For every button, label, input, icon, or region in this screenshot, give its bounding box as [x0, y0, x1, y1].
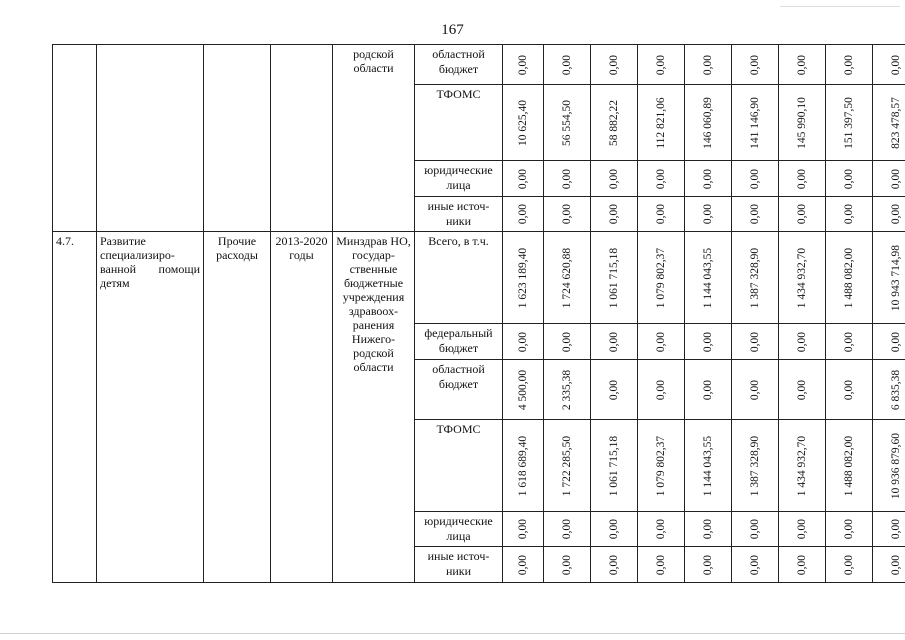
funding-source-cell: ТФОМС [415, 420, 503, 512]
funding-source-cell: областной бюджет [415, 360, 503, 420]
value-cell: 1 079 802,37 [655, 435, 667, 496]
value-cell: 1 061 715,18 [608, 247, 620, 308]
value-cell: 0,00 [517, 554, 529, 575]
value-cell: 0,00 [655, 203, 667, 225]
funding-source-cell: юридические лица [415, 161, 503, 197]
value-cell: 0,00 [796, 168, 808, 189]
value-cell: 1 079 802,37 [655, 247, 667, 308]
total-value-cell: 0,00 [890, 168, 902, 189]
value-cell: 0,00 [608, 168, 620, 189]
value-cell: 0,00 [517, 168, 529, 189]
total-value-cell: 823 478,57 [890, 96, 902, 149]
value-cell: 0,00 [608, 331, 620, 352]
value-cell: 1 618 689,40 [517, 435, 529, 496]
value-cell: 4 500,00 [517, 369, 529, 410]
total-value-cell: 0,00 [890, 518, 902, 540]
total-value-cell: 0,00 [890, 331, 902, 352]
expense-type-cell [204, 45, 271, 232]
value-cell: 10 625,40 [517, 99, 529, 146]
value-cell: 0,00 [702, 518, 714, 540]
value-cell: 0,00 [702, 54, 714, 75]
value-cell: 0,00 [561, 331, 573, 352]
value-cell: 0,00 [702, 331, 714, 352]
value-cell: 1 724 620,88 [561, 247, 573, 308]
funding-source-cell: иные источ-ники [415, 197, 503, 232]
value-cell: 1 061 715,18 [608, 435, 620, 496]
table-row [53, 232, 905, 324]
value-cell: 0,00 [749, 379, 761, 400]
total-value-cell: 10 936 879,60 [890, 432, 902, 499]
expense-type-cell: Прочие расходы [204, 232, 271, 583]
item-number-cell [53, 45, 97, 232]
value-cell: 141 146,90 [749, 96, 761, 149]
value-cell: 0,00 [796, 331, 808, 352]
funding-source-cell: иные источ-ники [415, 547, 503, 583]
value-cell: 0,00 [749, 54, 761, 75]
scan-line [780, 6, 900, 7]
funding-source-cell: областной бюджет [415, 45, 503, 85]
value-cell: 1 387 328,90 [749, 247, 761, 308]
value-cell: 1 144 043,55 [702, 247, 714, 308]
value-cell: 0,00 [796, 518, 808, 540]
scan-line [0, 633, 905, 634]
value-cell: 0,00 [843, 518, 855, 540]
value-cell: 0,00 [749, 203, 761, 225]
value-cell: 0,00 [655, 54, 667, 75]
total-value-cell: 0,00 [890, 203, 902, 225]
value-cell: 0,00 [517, 518, 529, 540]
value-cell: 151 397,50 [843, 96, 855, 149]
value-cell: 0,00 [608, 54, 620, 75]
value-cell: 0,00 [843, 554, 855, 575]
value-cell: 0,00 [702, 379, 714, 400]
value-cell: 0,00 [655, 554, 667, 575]
value-cell: 0,00 [843, 379, 855, 400]
value-cell: 0,00 [561, 168, 573, 189]
value-cell: 0,00 [702, 203, 714, 225]
item-name-cell [97, 45, 204, 232]
value-cell: 0,00 [561, 203, 573, 225]
period-cell: 2013-2020 годы [271, 232, 333, 583]
value-cell: 1 722 285,50 [561, 435, 573, 496]
funding-source-cell: федеральный бюджет [415, 324, 503, 360]
value-cell: 0,00 [655, 168, 667, 189]
value-cell: 0,00 [843, 54, 855, 75]
value-cell: 0,00 [843, 331, 855, 352]
value-cell: 0,00 [561, 54, 573, 75]
value-cell: 0,00 [517, 331, 529, 352]
value-cell: 0,00 [749, 168, 761, 189]
period-cell [271, 45, 333, 232]
funding-source-cell: юридические лица [415, 512, 503, 547]
value-cell: 1 488 082,00 [843, 247, 855, 308]
value-cell: 146 060,89 [702, 96, 714, 149]
item-name-cell: Развитие специализиро-ванной помощи детям [97, 232, 204, 583]
funding-source-cell: Всего, в т.ч. [415, 232, 503, 324]
value-cell: 112 821,06 [655, 96, 667, 149]
value-cell: 0,00 [608, 518, 620, 540]
total-value-cell: 10 943 714,98 [890, 244, 902, 311]
value-cell: 0,00 [843, 168, 855, 189]
total-value-cell: 6 835,38 [890, 369, 902, 410]
value-cell: 1 623 189,40 [517, 247, 529, 308]
value-cell: 0,00 [843, 203, 855, 225]
value-cell: 58 882,22 [608, 99, 620, 146]
table-row [53, 45, 905, 85]
value-cell: 0,00 [517, 54, 529, 75]
value-cell: 0,00 [608, 554, 620, 575]
value-cell: 0,00 [655, 379, 667, 400]
value-cell: 1 434 932,70 [796, 435, 808, 496]
value-cell: 0,00 [749, 518, 761, 540]
value-cell: 2 335,38 [561, 369, 573, 410]
value-cell: 0,00 [702, 168, 714, 189]
value-cell: 0,00 [561, 554, 573, 575]
value-cell: 0,00 [655, 518, 667, 540]
value-cell: 0,00 [561, 518, 573, 540]
value-cell: 0,00 [796, 554, 808, 575]
value-cell: 0,00 [702, 554, 714, 575]
value-cell: 0,00 [655, 331, 667, 352]
page-number: 167 [441, 22, 464, 38]
executor-cell: Минздрав НО, государ-ственные бюджетные учреждения здравоох-ранения Нижего-родской области [333, 232, 415, 583]
value-cell: 0,00 [608, 379, 620, 400]
value-cell: 1 434 932,70 [796, 247, 808, 308]
value-cell: 1 144 043,55 [702, 435, 714, 496]
value-cell: 1 387 328,90 [749, 435, 761, 496]
value-cell: 0,00 [517, 203, 529, 225]
item-number-cell: 4.7. [53, 232, 97, 583]
executor-cell: родской области [333, 45, 415, 232]
value-cell: 0,00 [796, 203, 808, 225]
total-value-cell: 0,00 [890, 54, 902, 75]
value-cell: 56 554,50 [561, 99, 573, 146]
total-value-cell: 0,00 [890, 554, 902, 575]
value-cell: 0,00 [608, 203, 620, 225]
value-cell: 0,00 [749, 554, 761, 575]
value-cell: 145 990,10 [796, 96, 808, 149]
value-cell: 1 488 082,00 [843, 435, 855, 496]
funding-source-cell: ТФОМС [415, 85, 503, 161]
value-cell: 0,00 [796, 379, 808, 400]
budget-table [52, 44, 905, 583]
value-cell: 0,00 [749, 331, 761, 352]
value-cell: 0,00 [796, 54, 808, 75]
